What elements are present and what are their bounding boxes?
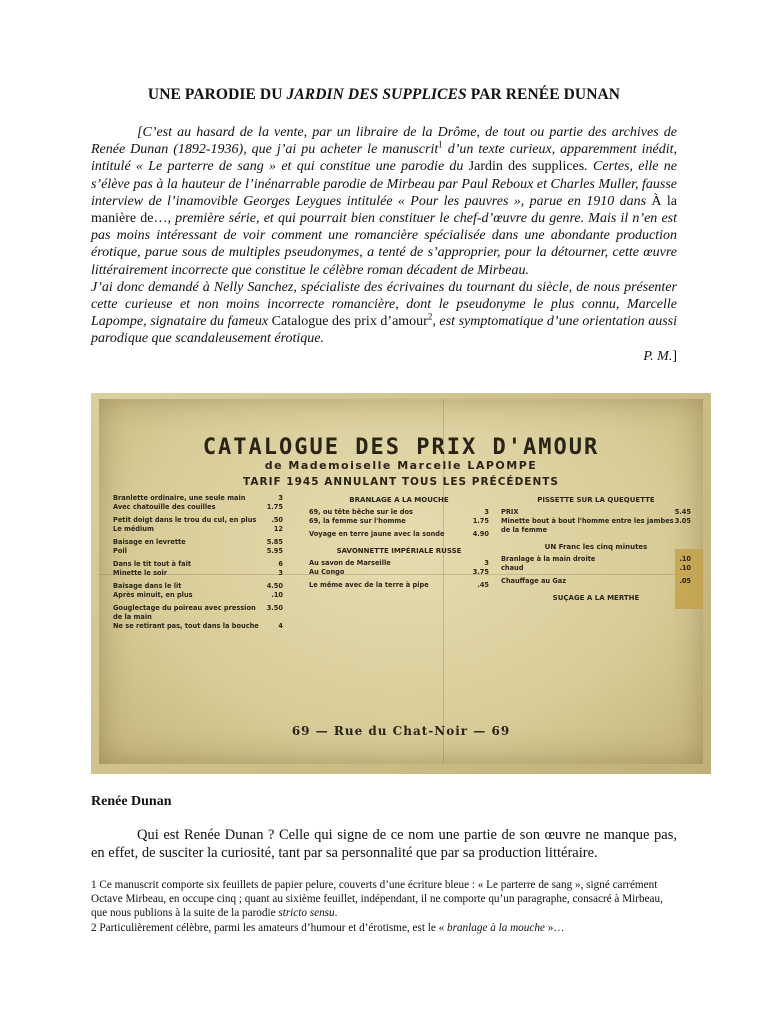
footnote-1: 1 Ce manuscrit comporte six feuillets de papier pelure, couverts d’une écriture bleue : « Le parterre de sang », signé carrément Octave Mirbeau, en occupe cinq ; quant au sixième feuillet, indépendant, il ne comporte qu’un paragraphe, consacré à Mirbeau, que nous publions à la suite de la parodie stricto sensu. bbox=[91, 879, 663, 920]
price-label: Minette le soir bbox=[113, 569, 168, 577]
intro-paragraph-2 bbox=[91, 279, 677, 348]
price-row bbox=[113, 547, 283, 556]
catalogue-photo bbox=[91, 393, 711, 774]
footnotes bbox=[91, 878, 677, 935]
price-row bbox=[113, 582, 283, 591]
price-label: Au Congo bbox=[309, 568, 345, 576]
catalogue-title: CATALOGUE DES PRIX D'AMOUR bbox=[202, 435, 600, 460]
article-title bbox=[0, 86, 768, 104]
catalogue-column-1 bbox=[113, 494, 283, 635]
catalogue-paper bbox=[99, 399, 703, 764]
intro-roman-title: À la manière de… bbox=[91, 193, 678, 227]
price-value: .10 bbox=[679, 555, 691, 563]
column-heading: PISSETTE SUR LA QUEQUETTE bbox=[537, 496, 655, 504]
price-row bbox=[113, 494, 283, 503]
price-label: 69, la femme sur l'homme bbox=[309, 517, 406, 525]
footnote-ref-2[interactable]: 2 bbox=[427, 311, 433, 322]
price-row bbox=[113, 503, 283, 512]
column-heading: SUÇAGE A LA MERTHE bbox=[552, 594, 640, 602]
intro-text: [C’est au hasard de la vente, par un libraire de la Drôme, de tout ou partie des archives de Renée Dunan (1892-1936), que j’ai pu acheter le manuscrit bbox=[91, 125, 677, 158]
price-value: 6 bbox=[278, 560, 283, 568]
column-heading: BRANLAGE A LA MOUCHE bbox=[349, 496, 449, 504]
price-value: .10 bbox=[679, 564, 691, 572]
title-italic: JARDIN DES SUPPLICES bbox=[286, 86, 467, 103]
price-row bbox=[501, 555, 691, 564]
price-label: Le médium bbox=[113, 525, 154, 533]
editor-introduction bbox=[91, 124, 677, 365]
price-label: Chauffage au Gaz bbox=[501, 577, 567, 585]
intro-text: d’un texte curieux, apparemment inédit, intitulé « Le parterre de sang » et qui constitue une parodie du bbox=[91, 142, 677, 175]
footnote-2: 2 Particulièrement célèbre, parmi les amateurs d’humour et d’érotisme, est le « branlage à la mouche »… bbox=[91, 921, 565, 934]
price-label: Branlette ordinaire, une seule main bbox=[113, 494, 246, 502]
price-label: 69, ou tête bêche sur le dos bbox=[309, 508, 413, 516]
price-value: 3 bbox=[278, 494, 283, 502]
price-value: 1.75 bbox=[472, 517, 489, 525]
price-value: 3.05 bbox=[674, 517, 691, 525]
price-value: 5.95 bbox=[266, 547, 283, 555]
price-value: 3 bbox=[278, 569, 283, 577]
price-value: 3.50 bbox=[266, 604, 283, 612]
price-row bbox=[309, 559, 489, 568]
price-value: 5.85 bbox=[266, 538, 283, 546]
price-row bbox=[309, 530, 489, 539]
price-row bbox=[113, 591, 283, 600]
price-row bbox=[309, 581, 489, 590]
price-label: Dans le tit tout à fait bbox=[113, 560, 192, 568]
price-value: 3.75 bbox=[472, 568, 489, 576]
price-row bbox=[501, 564, 691, 573]
price-label: Minette bout à bout l'homme entre les jambes de la femme bbox=[501, 517, 674, 534]
title-suffix: PAR RENÉE DUNAN bbox=[466, 86, 621, 103]
price-label: Après minuit, en plus bbox=[113, 591, 193, 599]
price-label: Baisage en levrette bbox=[113, 538, 186, 546]
price-value: 1.75 bbox=[266, 503, 283, 511]
price-value: 4.90 bbox=[472, 530, 489, 538]
price-row bbox=[113, 525, 283, 534]
price-label: Le même avec de la terre à pipe bbox=[309, 581, 429, 589]
price-label: Gouglectage du poireau avec pression de la main bbox=[113, 604, 256, 621]
price-row bbox=[309, 517, 489, 526]
price-row bbox=[113, 622, 283, 631]
price-value: 3 bbox=[484, 559, 489, 567]
price-label: Au savon de Marseille bbox=[309, 559, 391, 567]
price-label: PRIX bbox=[501, 508, 519, 516]
intro-roman-title: Catalogue des prix d’amour bbox=[271, 314, 428, 330]
price-label: Ne se retirant pas, tout dans la bouche bbox=[113, 622, 259, 630]
price-value: 4 bbox=[278, 622, 283, 630]
price-value: .05 bbox=[679, 577, 691, 585]
catalogue-tarif: TARIF 1945 ANNULANT TOUS LES PRÉCÉDENTS bbox=[243, 476, 559, 488]
column-heading: UN Franc les cinq minutes bbox=[544, 543, 648, 551]
column-heading: SAVONNETTE IMPÉRIALE RUSSE bbox=[336, 547, 462, 555]
price-label: Petit doigt dans le trou du cul, en plus bbox=[113, 516, 257, 524]
section-heading: Renée Dunan bbox=[91, 794, 172, 809]
body-paragraph: Qui est Renée Dunan ? Celle qui signe de ce nom une partie de son œuvre ne manque pas, en effet, de susciter la curiosité, tant par sa personnalité que par sa production littéraire. bbox=[91, 827, 677, 861]
footnote-ref-1[interactable]: 1 bbox=[438, 139, 443, 150]
price-row bbox=[501, 577, 691, 586]
intro-signature: P. M.] bbox=[643, 348, 677, 364]
price-label: chaud bbox=[501, 564, 524, 572]
catalogue-footer: 69 — Rue du Chat-Noir — 69 bbox=[291, 724, 511, 738]
price-value: 12 bbox=[273, 525, 283, 533]
price-row bbox=[309, 568, 489, 577]
price-label: Avec chatouille des couilles bbox=[113, 503, 216, 511]
price-row bbox=[113, 560, 283, 569]
price-label: Voyage en terre jaune avec la sonde bbox=[309, 530, 445, 538]
price-row bbox=[113, 604, 283, 622]
title-prefix: UNE PARODIE DU bbox=[147, 86, 287, 103]
price-row bbox=[501, 508, 691, 517]
intro-text: , est symptomatique d’une orientation aussi parodique que scandaleusement érotique. bbox=[91, 314, 677, 347]
catalogue-column-3 bbox=[501, 494, 691, 606]
catalogue-column-2 bbox=[309, 494, 489, 590]
intro-roman-title: Jardin des supplices bbox=[468, 159, 585, 175]
price-value: 5.45 bbox=[674, 508, 691, 516]
price-value: .50 bbox=[271, 516, 283, 524]
price-row bbox=[309, 508, 489, 517]
intro-text: . Certes, elle ne s’élève pas à la hauteur de l’inénarrable parodie de Mirbeau par Paul Reboux et Charles Muller, fausse interview de l’inamovible Georges Leygues intitulée « Pour les pauvres », parue en 1910 dans bbox=[91, 159, 677, 209]
catalogue-subtitle: de Mademoiselle Marcelle LAPOMPE bbox=[264, 459, 538, 472]
price-value: .10 bbox=[271, 591, 283, 599]
price-value: 3 bbox=[484, 508, 489, 516]
price-value: .45 bbox=[477, 581, 489, 589]
price-row bbox=[113, 569, 283, 578]
intro-paragraph-1 bbox=[91, 124, 677, 279]
price-label: Baisage dans le lit bbox=[113, 582, 182, 590]
price-label: Poil bbox=[113, 547, 127, 555]
price-row bbox=[501, 517, 691, 535]
price-row bbox=[113, 516, 283, 525]
price-value: 4.50 bbox=[266, 582, 283, 590]
price-label: Branlage à la main droite bbox=[501, 555, 596, 563]
price-row bbox=[113, 538, 283, 547]
intro-text: , première série, et qui pourrait bien constituer le chef-d’œuvre du genre. Mais il n’en est pas moins intéressant de voir comment une romancière spécialisée dans une abondante production érotique, parue sous de multiples pseudonymes, a tenté de s’approprier, pour la détourner, cette œuvre littérairement incorrecte que constitue le célèbre roman décadent de Mirbeau. bbox=[91, 211, 677, 278]
intro-text: J’ai donc demandé à Nelly Sanchez, spécialiste des écrivaines du tournant du siècle, de nous présenter cette curieuse et non moins incorrecte romancière, dont le pseudonyme le plus connu, Marcelle Lapompe, signataire du fameux bbox=[91, 279, 677, 330]
